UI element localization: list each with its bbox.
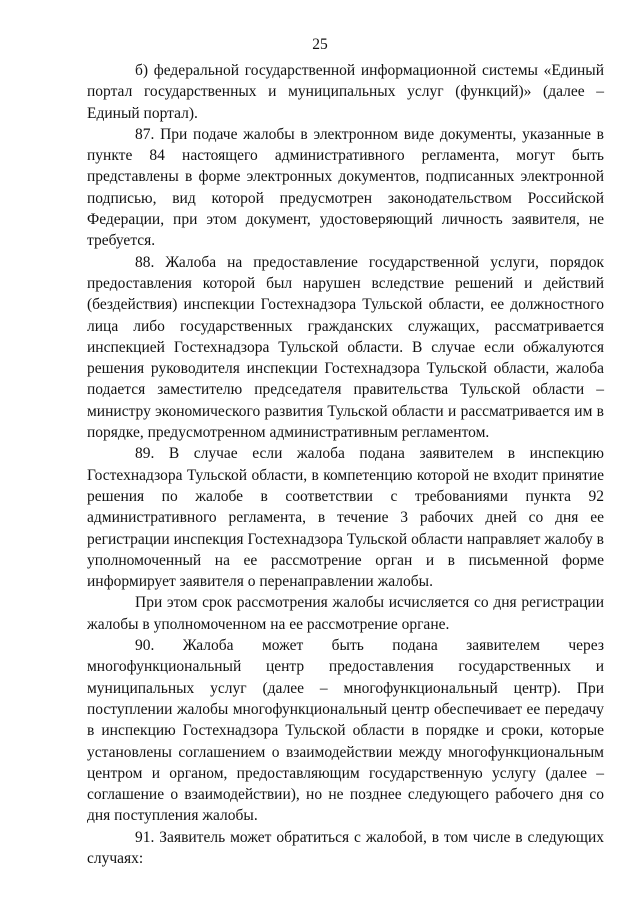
page-number: 25 bbox=[312, 36, 328, 53]
paragraph-91: 91. Заявитель может обратиться с жалобой, в том числе в следующих случаях: bbox=[87, 828, 604, 867]
paragraph-89-continuation: При этом срок рассмотрения жалобы исчисляется со дня регистрации жалобы в уполномоченном на ее рассмотрение органе. bbox=[87, 594, 604, 633]
paragraph-88: 88. Жалоба на предоставление государственной услуги, порядок предоставления которой был нарушен вследствие решений и действий (бездействия) инспекции Гостехнадзора Тульской области, ее должностного лица либо государственных гражданских служащих, рассматривается инспекцией Гостехнадзора Тульской области. В случае если обжалуются решения руководителя инспекции Гостехнадзора Тульской области, жалоба подается заместителю председателя правительства Тульской области – министру экономического развития Тульской области и рассматривается им в порядке, предусмотренном административным регламентом. bbox=[87, 253, 604, 442]
page-body bbox=[87, 60, 604, 869]
paragraph-item-b: б) федеральной государственной информационной системы «Единый портал государственных и муниципальных услуг (функций)» (далее – Единый портал). bbox=[87, 62, 604, 122]
paragraph-90: 90. Жалоба может быть подана заявителем через многофункциональный центр предоставления государственных и муниципальных услуг (далее – многофункциональный центр). При поступлении жалобы многофункциональный центр обеспечивает ее передачу в инспекцию Гостехнадзора Тульской области в порядке и сроки, которые установлены соглашением о взаимодействии между многофункциональным центром и органом, предоставляющим государственную услугу (далее – соглашение о взаимодействии), но не позднее следующего рабочего дня со дня поступления жалобы. bbox=[87, 637, 604, 825]
paragraph-89: 89. В случае если жалоба подана заявителем в инспекцию Гостехнадзора Тульской области, в компетенцию которой не входит принятие решения по жалобе в соответствии с требованиями пункта 92 административного регламента, в течение 3 рабочих дней со дня ее регистрации инспекция Гостехнадзора Тульской области направляет жалобу в уполномоченный на ее рассмотрение орган и в письменной форме информирует заявителя о перенаправлении жалобы. bbox=[87, 445, 604, 591]
paragraph-87: 87. При подаче жалобы в электронном виде документы, указанные в пункте 84 настоящего административного регламента, могут быть представлены в форме электронных документов, подписанных электронной подписью, вид которой предусмотрен законодательством Российской Федерации, при этом документ, удостоверяющий личность заявителя, не требуется. bbox=[87, 125, 604, 250]
